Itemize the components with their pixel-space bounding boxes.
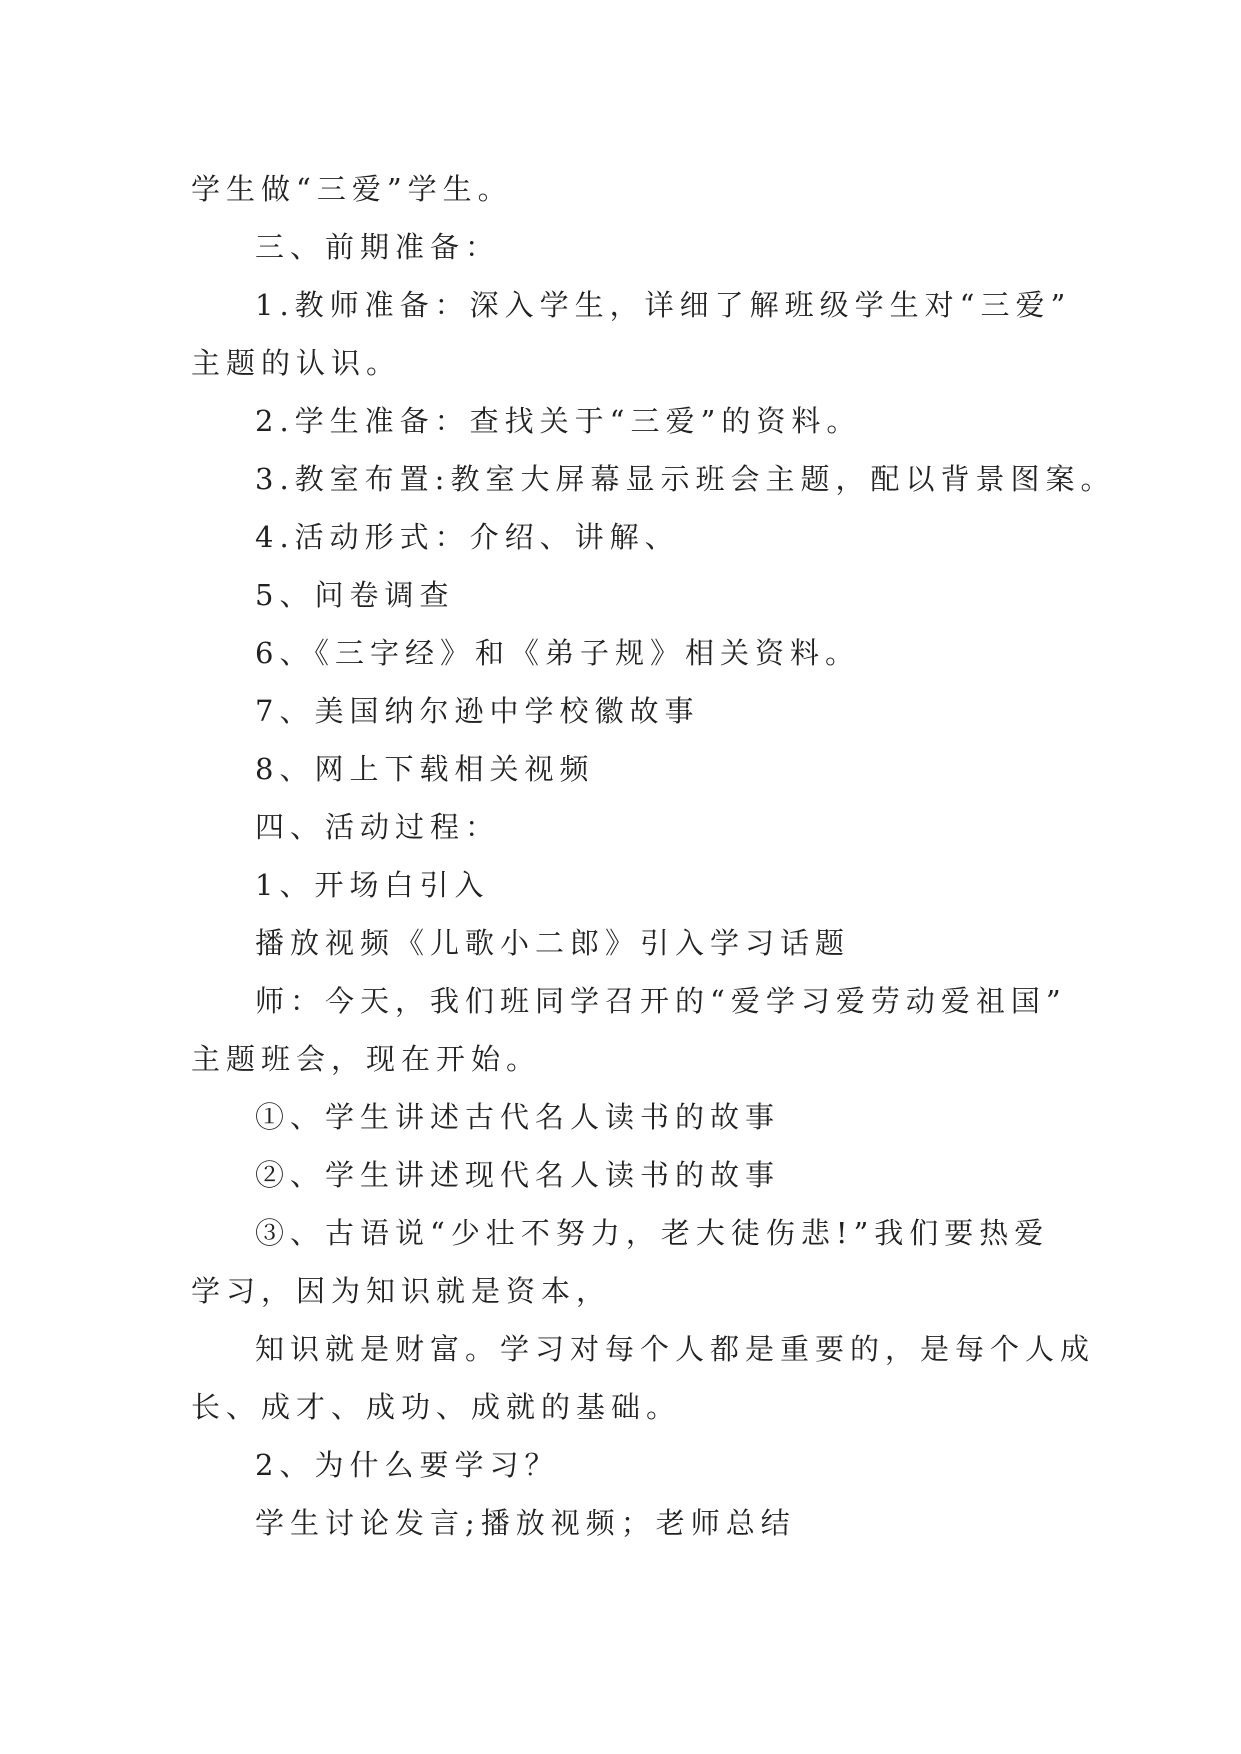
text-line-16: 主题班会，现在开始。 — [191, 1042, 542, 1076]
text-line-17: ①、学生讲述古代名人读书的故事 — [255, 1100, 781, 1134]
text-line-20: 学习，因为知识就是资本， — [191, 1274, 612, 1308]
text-line-11: 8、网上下载相关视频 — [255, 752, 595, 786]
section-heading-process: 四、活动过程： — [255, 810, 501, 844]
text-line-21: 知识就是财富。学习对每个人都是重要的，是每个人成 — [255, 1332, 1096, 1366]
document-body — [191, 160, 1116, 1552]
text-line-5: 2.学生准备：查找关于“三爱”的资料。 — [255, 404, 862, 438]
text-line-4: 主题的认识。 — [191, 346, 402, 380]
text-line-10: 7、美国纳尔逊中学校徽故事 — [255, 694, 700, 728]
text-line-23: 2、为什么要学习？ — [255, 1448, 560, 1482]
text-line-7: 4.活动形式：介绍、讲解、 — [255, 520, 680, 554]
text-line-19: ③、古语说“少壮不努力，老大徒伤悲!”我们要热爱 — [255, 1216, 1050, 1250]
text-line-1: 学生做“三爱”学生。 — [191, 172, 513, 206]
text-line-15: 师：今天，我们班同学召开的“爱学习爱劳动爱祖国” — [255, 984, 1067, 1018]
section-heading-preparation: 三、前期准备： — [255, 230, 501, 264]
text-line-22: 长、成才、成功、成就的基础。 — [191, 1390, 682, 1424]
text-line-24: 学生讨论发言;播放视频；老师总结 — [255, 1506, 796, 1540]
text-line-14: 播放视频《儿歌小二郎》引入学习话题 — [255, 926, 851, 960]
text-line-3: 1.教师准备：深入学生，详细了解班级学生对“三爱” — [255, 288, 1072, 322]
text-line-18: ②、学生讲述现代名人读书的故事 — [255, 1158, 781, 1192]
text-line-8: 5、问卷调查 — [255, 578, 455, 612]
text-line-13: 1、开场白引入 — [255, 868, 490, 902]
text-line-6: 3.教室布置:教室大屏幕显示班会主题，配以背景图案。 — [255, 462, 1116, 496]
text-line-9: 6、《三字经》和《弟子规》相关资料。 — [255, 636, 860, 670]
